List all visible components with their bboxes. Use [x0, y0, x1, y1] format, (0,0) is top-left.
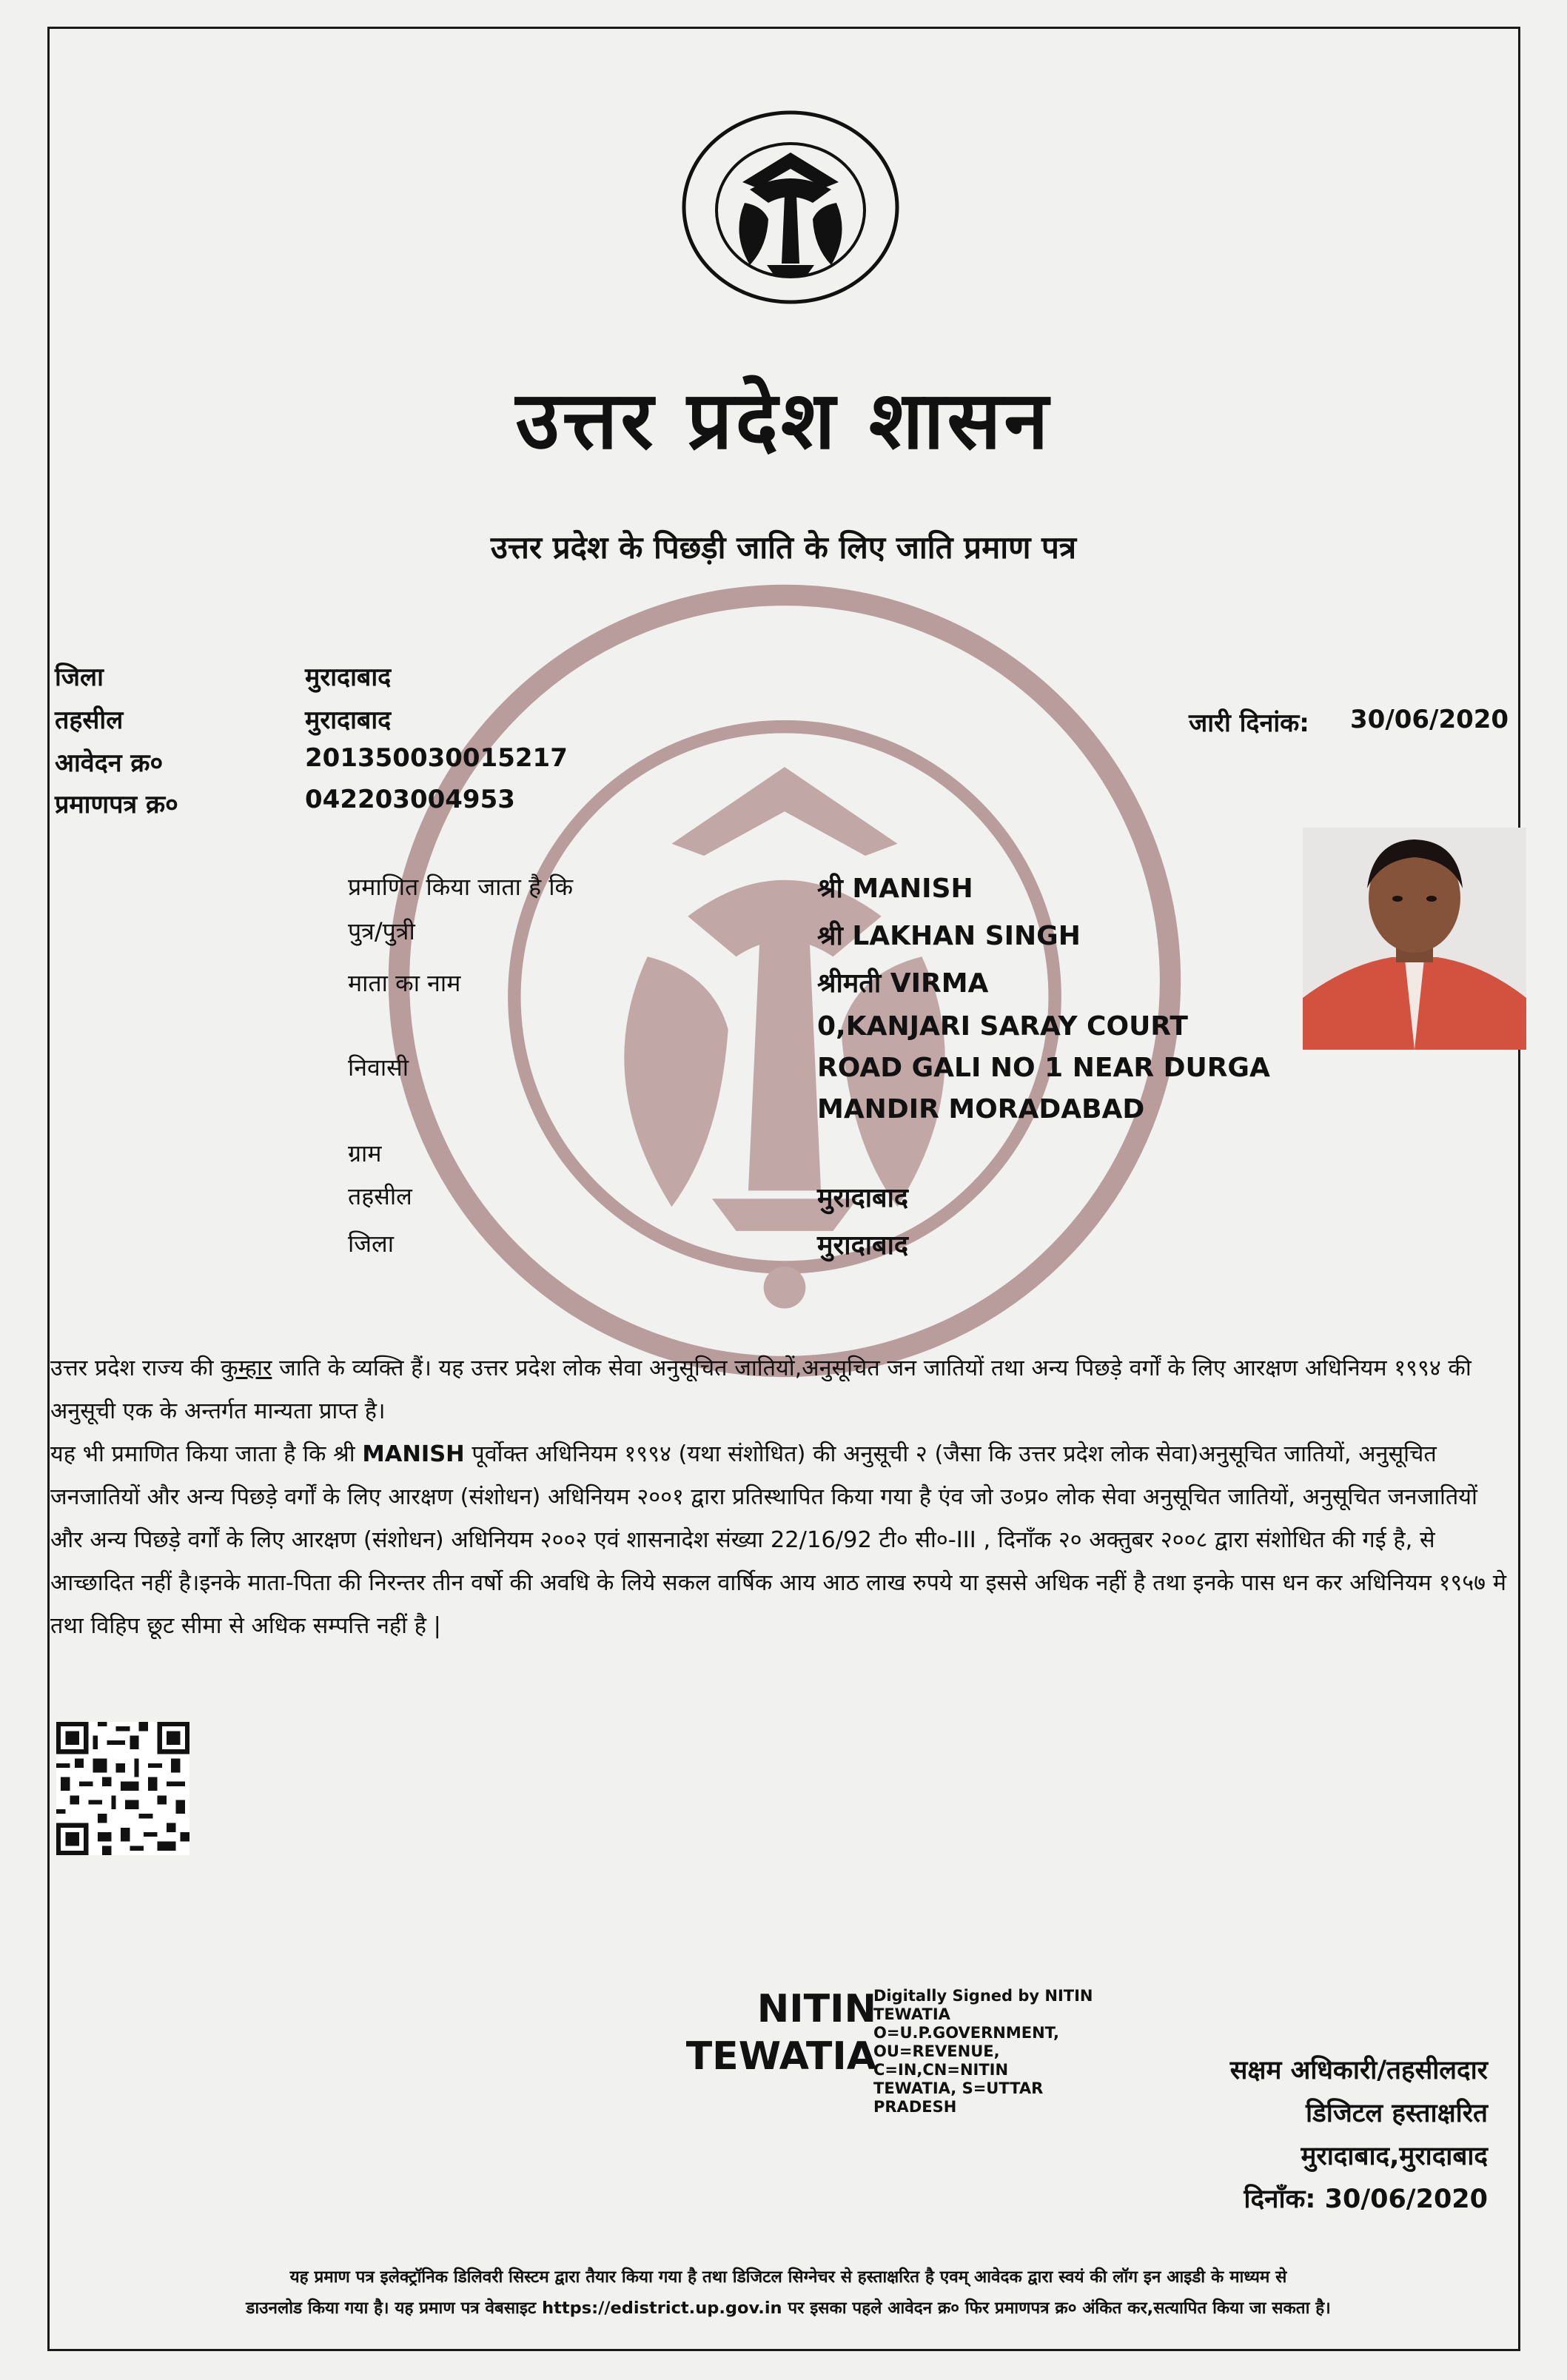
authority-location: मुरादाबाद,मुरादाबाद [1301, 2142, 1488, 2171]
village-label: ग्राम [348, 1139, 382, 1167]
applicant-photo [1303, 828, 1526, 1050]
certificate-number-label: प्रमाणपत्र क्र० [55, 790, 178, 819]
emblem-watermark [381, 577, 1188, 1384]
district-value: मुरादाबाद [305, 663, 392, 692]
authority-date: दिनाँक: 30/06/2020 [1244, 2185, 1488, 2214]
qr-code [56, 1722, 189, 1855]
mother-label: माता का नाम [348, 969, 461, 997]
authority-digital-signed: डिजिटल हस्ताक्षरित [1305, 2099, 1488, 2128]
application-number-label: आवेदन क्र० [55, 748, 164, 778]
certificate-body [50, 1347, 1516, 1648]
tehsil-value: मुरादाबाद [305, 705, 392, 735]
applicant-name: श्री MANISH [817, 874, 973, 904]
reservation-paragraph: यह भी प्रमाणित किया जाता है कि श्री MANISH पूर्वोक्त अधिनियम १९९४ (यथा संशोधित) की अनुसूची २ (जैसा कि उत्तर प्रदेश लोक सेवा)अनुसूचित जातियों, अनुसूचित जनजातियों और अन्य पिछड़े वर्गों के लिए आरक्षण (संशोधन) अधिनियम २००१ द्वारा प्रतिस्थापित किया गया है एंव जो उ०प्र० लोक सेवा अनुसूचित जातियों, अनुसूचित जनजातियों और अन्य पिछड़े वर्गों के लिए आरक्षण (संशोधन) अधिनियम २००२ एवं शासनादेश संख्या 22/16/92 टी० सी०-III , दिनाँक २० अक्तुबर २००८ द्वारा संशोधित की गई है, से आच्छादित नहीं है।इनके माता-पिता की निरन्तर तीन वर्षो की अवधि के लिये सकल वार्षिक आय आठ लाख रुपये या इससे अधिक नहीं है तथा इनके पास धन कर अधिनियम १९५७ मे तथा विहिप छूट सीमा से अधिक सम्पत्ति नहीं है | [50, 1441, 1506, 1639]
resident-label: निवासी [348, 1053, 409, 1082]
caste-name: कुम्हार [221, 1355, 272, 1381]
certified-label: प्रमाणित किया जाता है कि [348, 873, 574, 901]
issue-date: 30/06/2020 [1350, 705, 1509, 734]
address-line-3: MANDIR MORADABAD [817, 1094, 1145, 1124]
address-line-2: ROAD GALI NO 1 NEAR DURGA [817, 1053, 1270, 1083]
tehsil-value-detail: मुरादाबाद [817, 1183, 909, 1213]
document-title: उत्तर प्रदेश शासन [515, 375, 1052, 467]
issuing-authority [1036, 2049, 1488, 2221]
address-line-1: 0,KANJARI SARAY COURT [817, 1011, 1188, 1042]
signature-details: Digitally Signed by NITIN TEWATIA O=U.P.GOVERNMENT, OU=REVENUE, C=IN,CN=NITIN TEWATIA, S=UTTAR PRADESH [873, 1987, 1093, 2116]
document-subtitle: उत्तर प्रदेश के पिछड़ी जाति के लिए जाति प्रमाण पत्र [490, 529, 1077, 566]
caste-paragraph: उत्तर प्रदेश राज्य की कुम्हार जाति के व्यक्ति हैं। यह उत्तर प्रदेश लोक सेवा अनुसूचित जातियों,अनुसूचित जन जातियों तथा अन्य पिछड़े वर्गों के लिए आरक्षण अधिनियम १९९४ की अनुसूची एक के अन्तर्गत मान्यता प्राप्त है। [50, 1355, 1472, 1424]
detail-district-label: जिला [348, 1230, 395, 1258]
footer-note: यह प्रमाण पत्र इलेक्ट्रॉनिक डिलिवरी सिस्टम द्वारा तैयार किया गया है तथा डिजिटल सिग्नेचर से हस्ताक्षरित है एवम् आवेदक द्वारा स्वयं की लॉग इन आइडी के माध्यम से डाउनलोड किया गया है। यह प्रमाण पत्र वेबसाइट https://edistrict.up.gov.in पर इसका पहले आवेदन क्र० फिर प्रमाणपत्र क्र० अंकित कर,सत्यापित किया जा सकता है। [246, 2267, 1331, 2318]
up-government-emblem [680, 108, 902, 306]
certificate-number: 042203004953 [305, 785, 515, 814]
parent-name: श्री LAKHAN SINGH [817, 921, 1081, 951]
detail-tehsil-label: तहसील [348, 1182, 412, 1210]
district-label: जिला [55, 663, 104, 692]
body-applicant-name: MANISH [362, 1441, 465, 1467]
signer-name: NITIN TEWATIA [685, 1987, 876, 2079]
tehsil-label: तहसील [55, 705, 124, 735]
issue-date-label: जारी दिनांक: [1189, 708, 1309, 738]
parent-label: पुत्र/पुत्री [348, 917, 415, 945]
application-number: 201350030015217 [305, 743, 568, 773]
mother-name: श्रीमती VIRMA [817, 968, 989, 999]
authority-designation: सक्षम अधिकारी/तहसीलदार [1229, 2056, 1488, 2085]
district-value-detail: मुरादाबाद [817, 1230, 909, 1261]
